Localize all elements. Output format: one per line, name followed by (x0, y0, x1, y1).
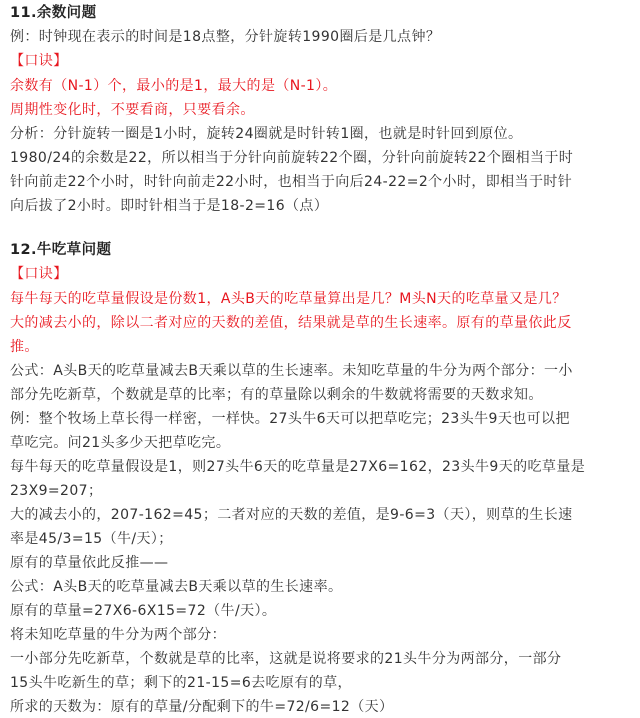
section-12-body-line: 一小部分先吃新草，个数就是草的比率，这就是说将要求的21头牛分为两部分，一部分 (10, 651, 562, 667)
section-12-body-line: 23X9=207； (10, 483, 103, 499)
section-11-analysis-line: 针向前走22个小时，时针向前走22小时，也相当于向后24-22=2个小时，即相当于时针 (10, 174, 573, 190)
section-12-body-line: 原有的草量=27X6-6X15=72（牛/天）。 (10, 603, 277, 619)
section-12-body-line: 例：整个牧场上草长得一样密，一样快。27头牛6天可以把草吃完；23头牛9天也可以把 (10, 411, 570, 427)
section-11-mnemonic-line: 余数有（N-1）个，最小的是1，最大的是（N-1）。 (10, 78, 338, 94)
section-12-body-line: 公式：A头B天的吃草量减去B天乘以草的生长速率。未知吃草量的牛分为两个部分：一小 (10, 363, 573, 379)
section-12-body-line: 草吃完。问21头多少天把草吃完。 (10, 435, 231, 451)
section-12-body-line: 部分先吃新草，个数就是草的比率；有的草量除以剩余的牛数就将需要的天数求知。 (10, 387, 543, 403)
section-11-analysis-line: 1980/24的余数是22，所以相当于分针向前旋转22个圈，分针向前旋转22个圈相当于时 (10, 150, 574, 166)
section-12-mnemonic-line: 推。 (10, 339, 39, 355)
section-11-mnemonic-label: 【口诀】 (10, 53, 68, 69)
section-12-body-line: 每牛每天的吃草量假设是1，则27头牛6天的吃草量是27X6=162，23头牛9天的吃草量是 (10, 459, 586, 475)
section-11-analysis-line: 向后拔了2小时。即时针相当于是18-2=16（点） (10, 198, 329, 214)
section-12-mnemonic-line: 每牛每天的吃草量假设是份数1，A头B天的吃草量算出是几？M头N天的吃草量又是几？ (10, 291, 567, 307)
section-12-body-line: 所求的天数为：原有的草量/分配剩下的牛=72/6=12（天） (10, 699, 394, 715)
section-12-mnemonic-line: 大的减去小的，除以二者对应的天数的差值，结果就是草的生长速率。原有的草量依此反 (10, 315, 572, 331)
section-11-example: 例：时钟现在表示的时间是18点整，分针旋转1990圈后是几点钟？ (10, 29, 441, 45)
section-12-mnemonic-label: 【口诀】 (10, 266, 68, 282)
section-12-body-line: 率是45/3=15（牛/天）； (10, 531, 173, 547)
section-11-mnemonic-line: 周期性变化时，不要看商，只要看余。 (10, 102, 255, 118)
section-12-body-line: 原有的草量依此反推—— (10, 555, 169, 571)
section-12-body-line: 大的减去小的，207-162=45；二者对应的天数的差值，是9-6=3（天），则草的生长速 (10, 507, 573, 523)
section-12-title: 12.牛吃草问题 (10, 242, 112, 258)
section-12-body-line: 15头牛吃新生的草；剩下的21-15=6去吃原有的草， (10, 675, 352, 691)
section-12-body-line: 公式：A头B天的吃草量减去B天乘以草的生长速率。 (10, 579, 343, 595)
section-11-analysis-line: 分析：分针旋转一圈是1小时，旋转24圈就是时针转1圈，也就是时针回到原位。 (10, 126, 523, 142)
section-11-title: 11.余数问题 (10, 5, 97, 21)
section-12-body-line: 将未知吃草量的牛分为两个部分： (10, 627, 226, 643)
